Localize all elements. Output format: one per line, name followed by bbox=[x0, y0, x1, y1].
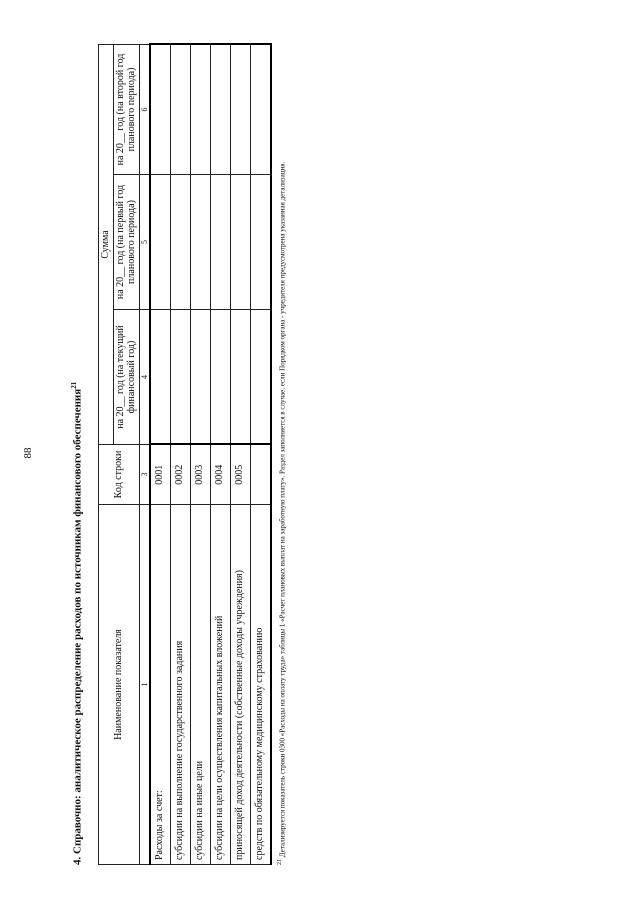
column-number: 5 bbox=[139, 175, 150, 310]
footnote bbox=[276, 45, 288, 865]
section-title-text: 4. Справочно: аналитическое распределение расходов по источникам финансового обеспечения bbox=[71, 388, 84, 865]
value-cell[interactable] bbox=[230, 175, 250, 310]
row-code: 0003 bbox=[190, 445, 210, 505]
row-code: 0005 bbox=[230, 445, 250, 505]
section-title bbox=[70, 5, 92, 865]
value-cell[interactable] bbox=[190, 44, 210, 174]
row-code: 0002 bbox=[170, 445, 190, 505]
value-cell[interactable] bbox=[190, 310, 210, 445]
value-cell[interactable] bbox=[210, 175, 230, 310]
table-row bbox=[150, 44, 171, 864]
table-row bbox=[190, 44, 210, 864]
column-number-row bbox=[139, 44, 150, 864]
row-name: субсидии на иные цели bbox=[190, 505, 210, 865]
value-cell[interactable] bbox=[170, 175, 190, 310]
value-cell[interactable] bbox=[170, 44, 190, 174]
value-cell[interactable] bbox=[250, 44, 271, 174]
column-number: 4 bbox=[139, 310, 150, 445]
footnote-mark: 21 bbox=[277, 859, 283, 865]
value-cell[interactable] bbox=[210, 44, 230, 174]
header-current-year: на 20__ год (на текущий финансовый год) bbox=[113, 310, 139, 445]
header-line-code: Код строки bbox=[99, 445, 140, 505]
header-sum-group: Сумма bbox=[99, 44, 114, 444]
section-title-footnote-mark: 21 bbox=[70, 381, 78, 389]
header-indicator-name: Наименование показателя bbox=[99, 505, 140, 865]
value-cell[interactable] bbox=[230, 44, 250, 174]
value-cell[interactable] bbox=[190, 175, 210, 310]
table-row bbox=[250, 44, 271, 864]
column-number: 3 bbox=[139, 445, 150, 505]
header-second-plan-year: на 20__ год (на второй год планового периода) bbox=[113, 44, 139, 174]
value-cell[interactable] bbox=[250, 175, 271, 310]
row-name: средств по обязательному медицинскому страхованию bbox=[250, 505, 271, 865]
table-row bbox=[170, 44, 190, 864]
footnote-text: Детализируется показатель строки 0300 «Расходы на оплату труда» таблицы 1 «Расчет плановых выплат на заработную плату». Раздел заполняется в случае, если Порядком органа - учредителя предусмотрена указанная детализация. bbox=[278, 161, 287, 858]
row-name: Расходы за счет: bbox=[150, 505, 171, 865]
value-cell[interactable] bbox=[230, 310, 250, 445]
column-number: 1 bbox=[139, 505, 150, 865]
rotated-sheet bbox=[70, 5, 300, 865]
value-cell[interactable] bbox=[250, 310, 271, 445]
table-row bbox=[210, 44, 230, 864]
row-code bbox=[250, 445, 271, 505]
column-number: 6 bbox=[139, 44, 150, 174]
row-code: 0004 bbox=[210, 445, 230, 505]
row-name: субсидии на выполнение государственного задания bbox=[170, 505, 190, 865]
header-first-plan-year: на 20__ год (на первый год планового периода) bbox=[113, 175, 139, 310]
value-cell[interactable] bbox=[150, 310, 171, 445]
row-code: 0001 bbox=[150, 445, 171, 505]
value-cell[interactable] bbox=[170, 310, 190, 445]
page-number: 88 bbox=[22, 447, 34, 459]
expense-distribution-table bbox=[98, 43, 272, 865]
table-row bbox=[230, 44, 250, 864]
value-cell[interactable] bbox=[150, 175, 171, 310]
value-cell[interactable] bbox=[210, 310, 230, 445]
value-cell[interactable] bbox=[150, 44, 171, 174]
row-name: субсидии на цели осуществления капитальных вложений bbox=[210, 505, 230, 865]
row-name: приносящей доход деятельности (собственные доходы учреждения) bbox=[230, 505, 250, 865]
